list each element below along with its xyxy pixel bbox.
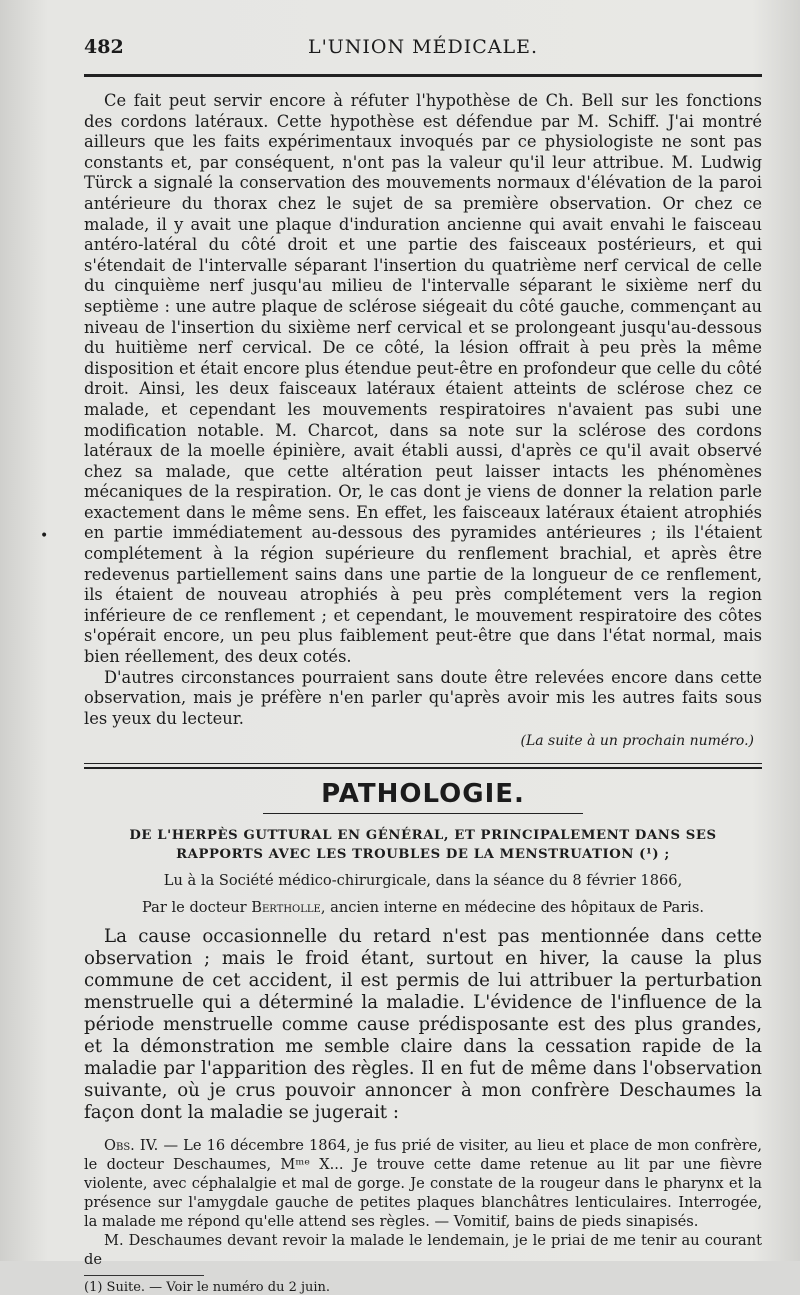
article-title: DE L'HERPÈS GUTTURAL EN GÉNÉRAL, ET PRINCIPALEMENT DANS SES RAPPORTS AVEC LES TROUBLES DE LA MENSTRUATION (¹) ; bbox=[129, 828, 717, 863]
margin-mark: • bbox=[40, 528, 49, 544]
author-line bbox=[84, 899, 762, 916]
observation-continuation: M. Deschaumes devant revoir la malade le lendemain, je le priai de me tenir au courant de bbox=[84, 1232, 762, 1269]
author-name: Bertholle bbox=[251, 899, 321, 917]
section-title: PATHOLOGIE. bbox=[321, 779, 525, 810]
page-number: 482 bbox=[84, 36, 124, 58]
header-rule bbox=[84, 74, 762, 77]
observation-paragraph bbox=[84, 1136, 762, 1231]
footnote-rule bbox=[84, 1275, 204, 1276]
main-paragraph: La cause occasionnelle du retard n'est pas mentionnée dans cette observation ; mais le froid étant, surtout en hiver, la cause la plus commune de cet accident, il est permis de lui attribuer la perturbation menstruelle qui a déterminé la maladie. L'évidence de l'influence de la période menstruelle comme cause prédisposante est des plus grandes, et la démonstration me semble claire dans la cessation rapide de la maladie par l'apparition des règles. Il en fut de même dans l'observation suivante, où je crus pouvoir annoncer à mon confrère Deschaumes la façon dont la maladie se jugerait : bbox=[84, 926, 762, 1124]
section-divider bbox=[84, 763, 762, 769]
paragraph-ch-bell: Ce fait peut servir encore à réfuter l'hypothèse de Ch. Bell sur les fonctions des cordons latéraux. Cette hypothèse est défendue par M. Schiff. J'ai montré ailleurs que les faits expérimentaux invoqués par ce physiologiste ne sont pas constants et, par conséquent, n'ont pas la valeur qu'il leur attribue. M. Ludwig Türck a signalé la conservation des mouvements normaux d'élévation de la paroi antérieure du thorax chez le sujet de sa première observation. Or chez ce malade, il y avait une plaque d'induration ancienne qui avait envahi le faisceau antéro-latéral du côté droit et une partie des faisceaux postérieurs, et qui s'étendait de l'intervalle séparant l'insertion du quatrième nerf cervical de celle du cinquième nerf jusqu'au milieu de l'intervalle séparant le sixième nerf du septième : une autre plaque de sclérose siégeait du côté gauche, commençant au niveau de l'insertion du sixième nerf cervical et se prolongeant jusqu'au-dessous du huitième nerf cervical. De ce côté, la lésion offrait à peu près la même disposition et était encore plus étendue peut-être en profondeur que celle du côté droit. Ainsi, les deux faisceaux latéraux étaient atteints de sclérose chez ce malade, et cependant les mouvements respiratoires n'avaient pas subi une modification notable. M. Charcot, dans sa note sur la sclérose des cordons latéraux de la moelle épinière, avait établi aussi, d'après ce qu'il avait observé chez sa malade, que cette altération peut laisser intacts les phénomènes mécaniques de la respiration. Or, le cas dont je viens de donner la relation parle exactement dans le même sens. En effet, les faisceaux latéraux étaient atrophiés en partie immédiatement au-dessous des pyramides antérieures ; ils l'étaient complétement à la région supérieure du renflement brachial, et après être redevenus partiellement sains dans une partie de la longueur de ce renflement, ils étaient de nouveau atrophiés à peu près complétement vers la region inférieure de ce renflement ; et cependant, le mouvement respiratoire des côtes s'opérait encore, un peu plus faiblement peut-être que dans l'état normal, mais bien réellement, des deux cotés. bbox=[84, 91, 762, 667]
running-head: L'UNION MÉDICALE. bbox=[307, 36, 539, 58]
author-suffix: , ancien interne en médecine des hôpitaux de Paris. bbox=[320, 899, 704, 917]
footnote: (1) Suite. — Voir le numéro du 2 juin. bbox=[84, 1280, 331, 1295]
author-prefix: Par le docteur bbox=[142, 899, 252, 917]
page-header bbox=[84, 36, 762, 70]
observation-text: — Le 16 décembre 1864, je fus prié de visiter, au lieu et place de mon confrère, le docteur Deschaumes, Mᵐᵉ X... Je trouve cette dame retenue au lit par une fièvre violente, avec céphalalgie et mal de gorge. Je constate de la rougeur dans le pharynx et la présence sur l'amygdale gauche de petites plaques blanchâtres lenticulaires. Interrogée, la malade me répond qu'elle attend ses règles. — Vomitif, bains de pieds sinapisés. bbox=[84, 1137, 762, 1231]
read-at-line: Lu à la Société médico-chirurgicale, dans la séance du 8 février 1866, bbox=[163, 872, 683, 890]
paragraph-autres-circonstances: D'autres circonstances pourraient sans doute être relevées encore dans cette observation, mais je préfère n'en parler qu'après avoir mis les autres faits sous les yeux du lecteur. bbox=[84, 667, 762, 728]
continued-note: (La suite à un prochain numéro.) bbox=[520, 733, 754, 750]
observation-label: Obs. IV. bbox=[104, 1137, 159, 1155]
section-title-rule bbox=[263, 813, 583, 814]
